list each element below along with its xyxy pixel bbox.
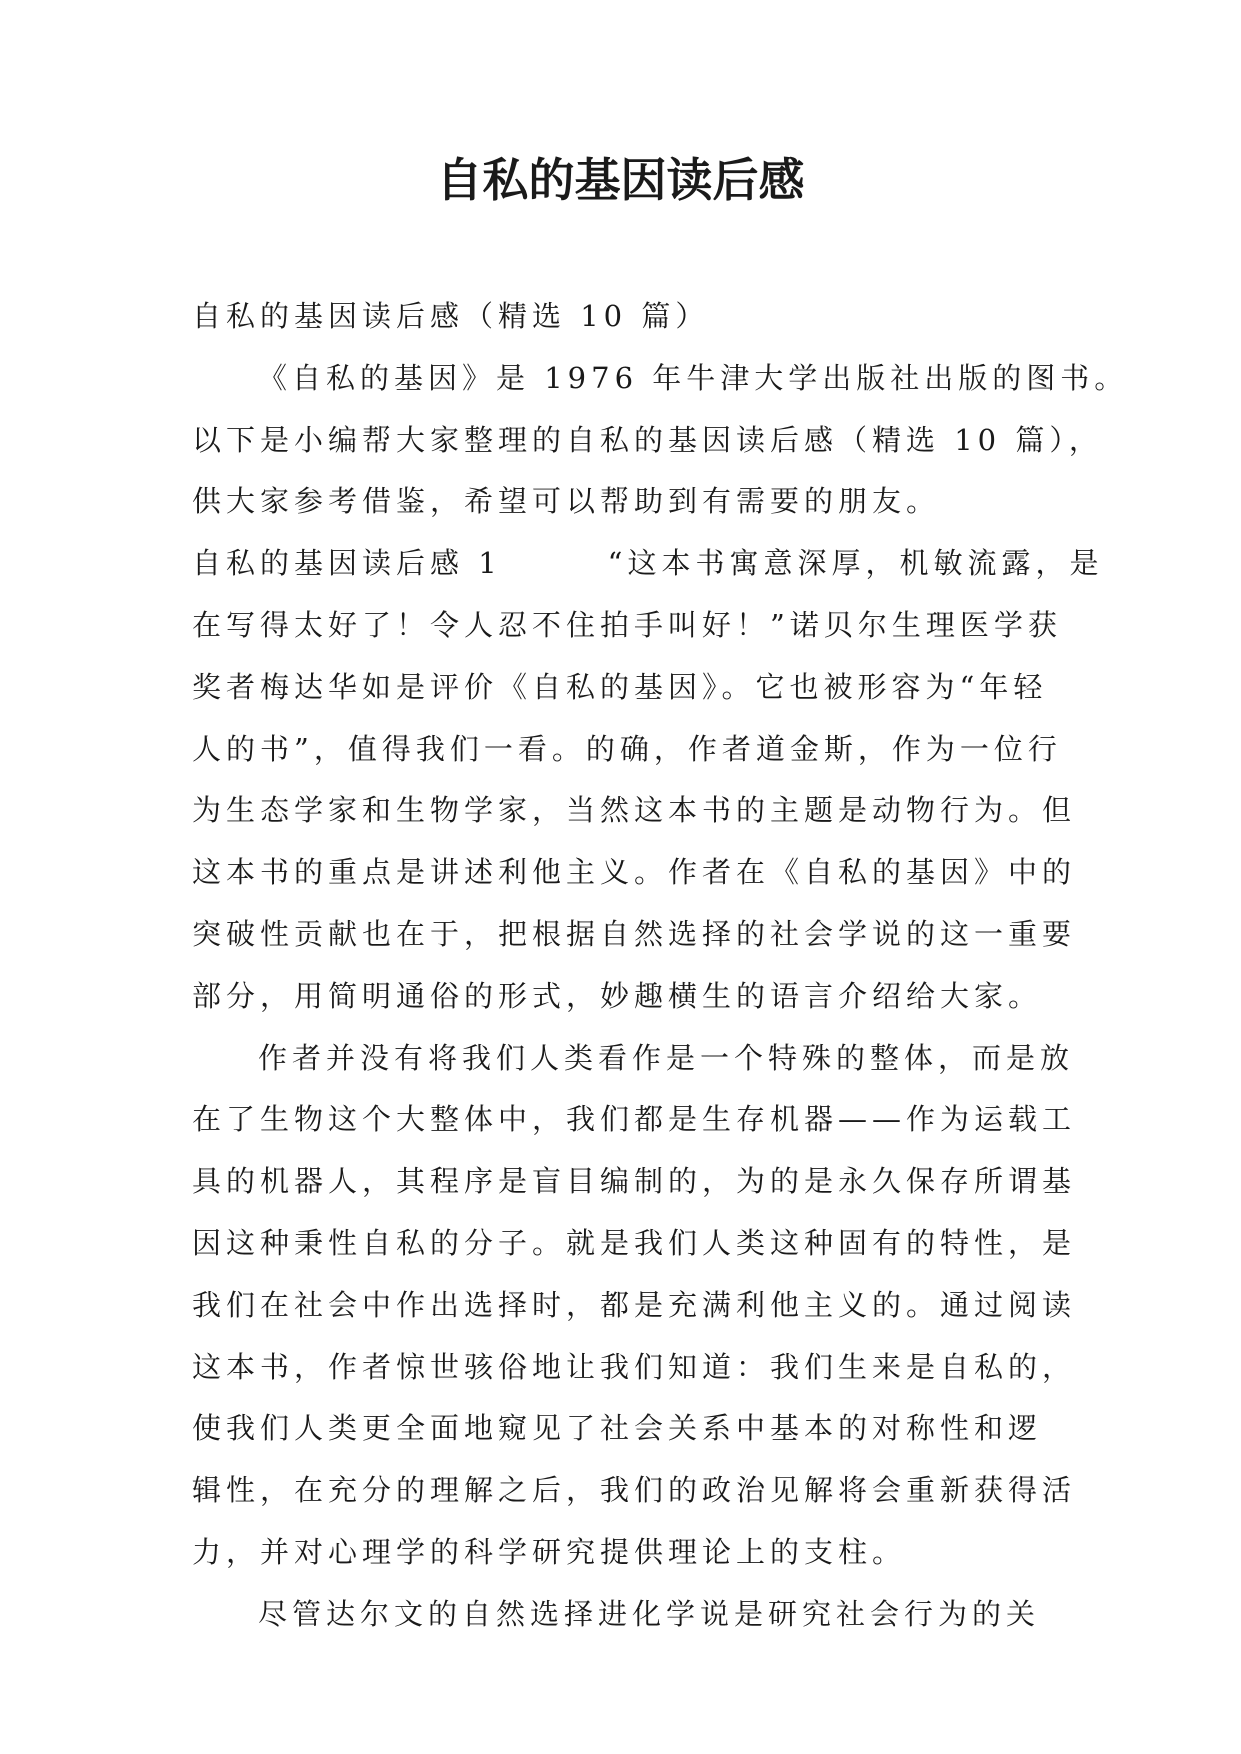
section-first-line: “这本书寓意深厚，机敏流露，是 (607, 546, 1104, 581)
paragraph-line: 为生态学家和生物学家，当然这本书的主题是动物行为。但 (192, 793, 1077, 828)
paragraph-line: 使我们人类更全面地窥见了社会关系中基本的对称性和逻 (192, 1411, 1043, 1446)
intro-line: 供大家参考借鉴，希望可以帮助到有需要的朋友。 (192, 484, 941, 519)
paragraph-line: 具的机器人，其程序是盲目编制的，为的是永久保存所谓基 (192, 1164, 1077, 1199)
paragraph-line: 这本书的重点是讲述利他主义。作者在《自私的基因》中的 (192, 855, 1077, 890)
paragraph-line: 在了生物这个大整体中，我们都是生存机器——作为运载工 (192, 1102, 1077, 1137)
document-title: 自私的基因读后感 (436, 153, 805, 207)
paragraph-line: 我们在社会中作出选择时，都是充满利他主义的。通过阅读 (192, 1287, 1077, 1322)
document-body (192, 286, 1129, 1646)
intro-line: 以下是小编帮大家整理的自私的基因读后感（精选 10 篇）， (192, 422, 1103, 457)
document-subtitle: 自私的基因读后感（精选 10 篇） (192, 299, 710, 333)
paragraph-line: 因这种秉性自私的分子。就是我们人类这种固有的特性，是 (192, 1225, 1077, 1260)
paragraph-line: 这本书，作者惊世骇俗地让我们知道：我们生来是自私的， (192, 1349, 1077, 1384)
paragraph-line: 辑性，在充分的理解之后，我们的政治见解将会重新获得活 (192, 1473, 1077, 1508)
paragraph-line: 作者并没有将我们人类看作是一个特殊的整体，而是放 (258, 1040, 1075, 1075)
section-heading-line (192, 533, 1104, 595)
paragraph-line: 力，并对心理学的科学研究提供理论上的支柱。 (192, 1534, 907, 1569)
paragraph-line: 在写得太好了！令人忍不住拍手叫好！”诺贝尔生理医学获 (192, 607, 1062, 642)
paragraph-line: 奖者梅达华如是评价《自私的基因》。它也被形容为“年轻 (192, 669, 1048, 704)
section-heading: 自私的基因读后感 1 (192, 546, 502, 581)
paragraph-line: 突破性贡献也在于，把根据自然选择的社会学说的这一重要 (192, 916, 1077, 951)
paragraph-line: 部分，用简明通俗的形式，妙趣横生的语言介绍给大家。 (192, 978, 1043, 1013)
paragraph-line: 尽管达尔文的自然选择进化学说是研究社会行为的关 (258, 1596, 1041, 1631)
intro-line: 《自私的基因》是 1976 年牛津大学出版社出版的图书。 (258, 360, 1129, 395)
paragraph-line: 人的书”，值得我们一看。的确，作者道金斯，作为一位行 (192, 731, 1062, 766)
